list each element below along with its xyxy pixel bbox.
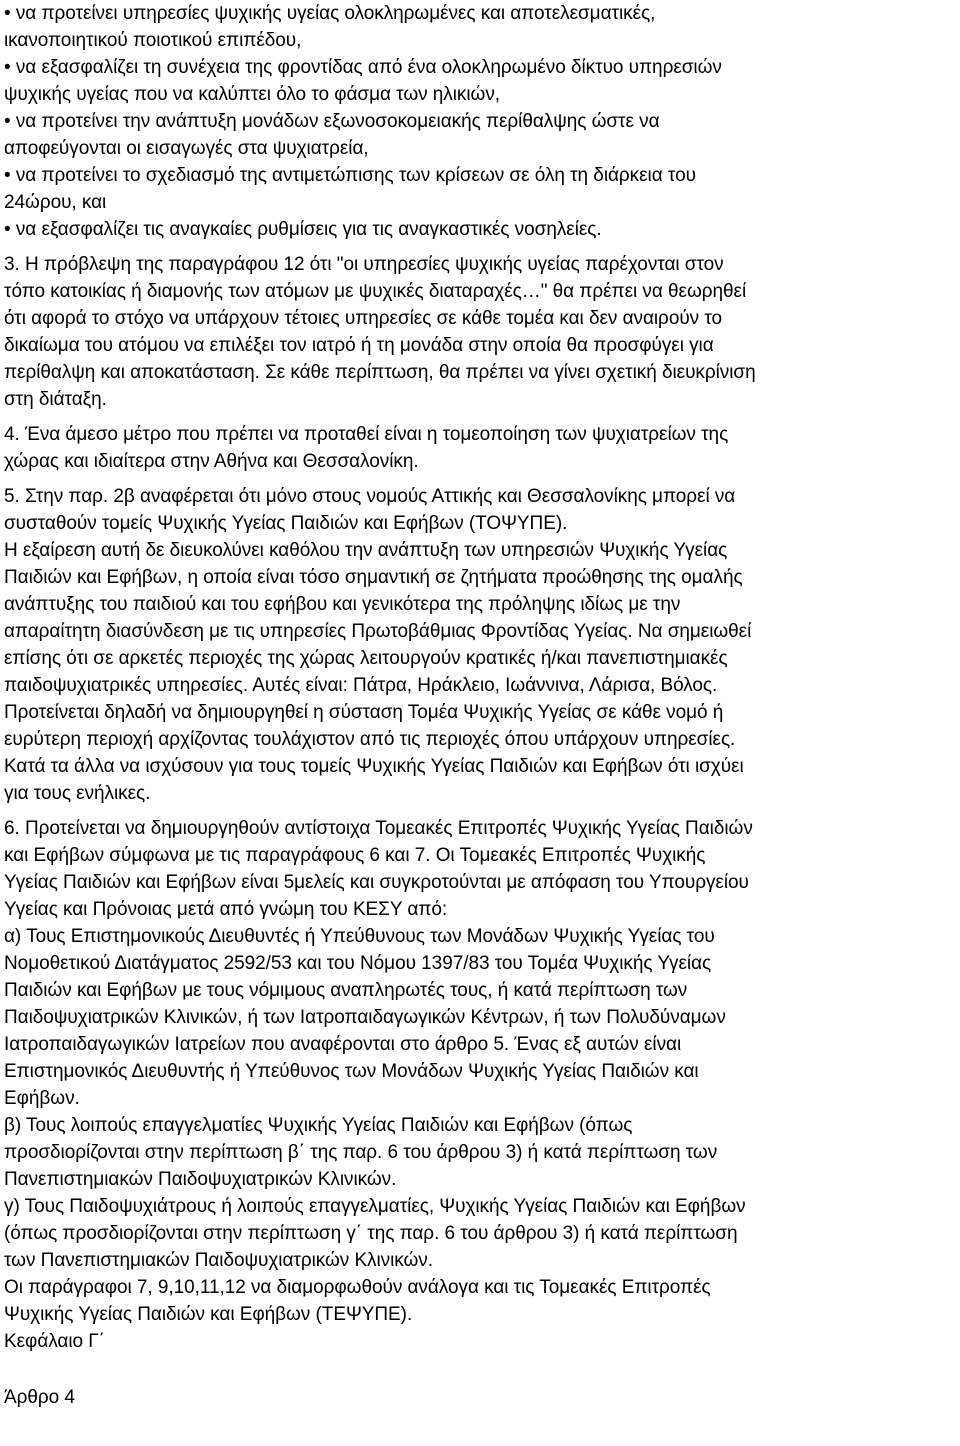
text-line: παιδοψυχιατρικές υπηρεσίες. Αυτές είναι: Πάτρα, Ηράκλειο, Ιωάννινα, Λάρισα, Βόλος. — [4, 675, 718, 696]
text-line: δικαίωμα του ατόμου να επιλέξει τον ιατρό ή τη μονάδα στην οποία θα προσφύγει για — [4, 335, 714, 356]
paragraph-5 — [4, 483, 956, 807]
text-line: Πανεπιστημιακών Παιδοψυχιατρικών Κλινικών. — [4, 1169, 397, 1190]
text-line: και Εφήβων σύμφωνα με τις παραγράφους 6 και 7. Οι Τομεακές Επιτροπές Ψυχικής — [4, 845, 706, 866]
text-line: Υγείας Παιδιών και Εφήβων είναι 5μελείς και συγκροτούνται με απόφαση του Υπουργείου — [4, 872, 749, 893]
text-line: αποφεύγονται οι εισαγωγές στα ψυχιατρεία, — [4, 138, 369, 159]
text-line: Οι παράγραφοι 7, 9,10,11,12 να διαμορφωθούν ανάλογα και τις Τομεακές Επιτροπές — [4, 1277, 711, 1298]
text-line: Η εξαίρεση αυτή δε διευκολύνει καθόλου την ανάπτυξη των υπηρεσιών Ψυχικής Υγείας — [4, 540, 728, 561]
text-line: Παιδοψυχιατρικών Κλινικών, ή των Ιατροπαιδαγωγικών Κέντρων, ή των Πολυδύναμων — [4, 1007, 726, 1028]
text-line: γ) Τους Παιδοψυχιάτρους ή λοιπούς επαγγελματίες, Ψυχικής Υγείας Παιδιών και Εφήβων — [4, 1196, 746, 1217]
bullet-item — [4, 108, 956, 162]
text-line: των Πανεπιστημιακών Παιδοψυχιατρικών Κλινικών. — [4, 1250, 433, 1271]
text-line: Κατά τα άλλα να ισχύσουν για τους τομείς Ψυχικής Υγείας Παιδιών και Εφήβων ότι ισχύει — [4, 756, 744, 777]
paragraph-4 — [4, 421, 956, 475]
text-line: • να εξασφαλίζει τη συνέχεια της φροντίδας από ένα ολοκληρωμένο δίκτυο υπηρεσιών — [4, 57, 722, 78]
paragraph-gap — [4, 807, 956, 815]
bullet-item — [4, 54, 956, 108]
bullet-item — [4, 216, 956, 243]
text-line: Ψυχικής Υγείας Παιδιών και Εφήβων (ΤΕΨΥΠΕ). — [4, 1304, 413, 1325]
text-line: (όπως προσδιορίζονται στην περίπτωση γ΄ της παρ. 6 του άρθρου 3) ή κατά περίπτωση — [4, 1223, 738, 1244]
text-line: 6. Προτείνεται να δημιουργηθούν αντίστοιχα Τομεακές Επιτροπές Ψυχικής Υγείας Παιδιών — [4, 818, 753, 839]
paragraph-6 — [4, 815, 956, 1328]
text-line: Προτείνεται δηλαδή να δημιουργηθεί η σύσταση Τομέα Ψυχικής Υγείας σε κάθε νομό ή — [4, 702, 724, 723]
bullet-list — [4, 0, 956, 243]
text-line: απαραίτητη διασύνδεση με τις υπηρεσίες Πρωτοβάθμιας Φροντίδας Υγείας. Να σημειωθεί — [4, 621, 752, 642]
chapter-heading: Κεφάλαιο Γ΄ — [4, 1331, 105, 1352]
text-line: στη διάταξη. — [4, 389, 107, 410]
text-line: α) Τους Επιστημονικούς Διευθυντές ή Υπεύθυνους των Μονάδων Ψυχικής Υγείας του — [4, 926, 715, 947]
paragraph-gap — [4, 475, 956, 483]
text-line: ευρύτερη περιοχή αρχίζοντας τουλάχιστον από τις περιοχές όπου υπάρχουν υπηρεσίες. — [4, 729, 736, 750]
text-line: Εφήβων. — [4, 1088, 80, 1109]
text-line: συσταθούν τομείς Ψυχικής Υγείας Παιδιών και Εφήβων (ΤΟΨΥΠΕ). — [4, 513, 568, 534]
document-page — [4, 0, 956, 1411]
paragraph-gap — [4, 243, 956, 251]
text-line: • να προτείνει την ανάπτυξη μονάδων εξωνοσοκομειακής περίθαλψης ώστε να — [4, 111, 660, 132]
text-line: ψυχικής υγείας που να καλύπτει όλο το φάσμα των ηλικιών, — [4, 84, 501, 105]
bullet-item — [4, 0, 956, 54]
text-line: Επιστημονικός Διευθυντής ή Υπεύθυνος των Μονάδων Ψυχικής Υγείας Παιδιών και — [4, 1061, 699, 1082]
text-line: ανάπτυξης του παιδιού και του εφήβου και γενικότερα της πρόληψης ιδίως με την — [4, 594, 681, 615]
text-line: για τους ενήλικες. — [4, 783, 151, 804]
paragraph-3 — [4, 251, 956, 413]
text-line: προσδιορίζονται στην περίπτωση β΄ της παρ. 6 του άρθρου 3) ή κατά περίπτωση των — [4, 1142, 718, 1163]
article-heading: Άρθρο 4 — [4, 1387, 75, 1408]
text-line: 4. Ένα άμεσο μέτρο που πρέπει να προταθεί είναι η τομεοποίηση των ψυχιατρείων της — [4, 424, 729, 445]
text-line: τόπο κατοικίας ή διαμονής των ατόμων με ψυχικές διαταραχές…" θα πρέπει να θεωρηθεί — [4, 281, 747, 302]
text-line: ικανοποιητικού ποιοτικού επιπέδου, — [4, 30, 302, 51]
bullet-item — [4, 162, 956, 216]
paragraph-gap — [4, 413, 956, 421]
text-line: 24ώρου, και — [4, 192, 107, 213]
text-line: 3. Η πρόβλεψη της παραγράφου 12 ότι "οι υπηρεσίες ψυχικής υγείας παρέχονται στον — [4, 254, 724, 275]
text-line: περίθαλψη και αποκατάσταση. Σε κάθε περίπτωση, θα πρέπει να γίνει σχετική διευκρίνιση — [4, 362, 756, 383]
text-line: 5. Στην παρ. 2β αναφέρεται ότι μόνο στους νομούς Αττικής και Θεσσαλονίκης μπορεί να — [4, 486, 736, 507]
text-line: Ιατροπαιδαγωγικών Ιατρείων που αναφέρονται στο άρθρο 5. Ένας εξ αυτών είναι — [4, 1034, 682, 1055]
text-line: Παιδιών και Εφήβων, η οποία είναι τόσο σημαντική σε ζητήματα προώθησης της ομαλής — [4, 567, 743, 588]
text-line: • να προτείνει υπηρεσίες ψυχικής υγείας ολοκληρωμένες και αποτελεσματικές, — [4, 3, 656, 24]
text-line: β) Τους λοιπούς επαγγελματίες Ψυχικής Υγείας Παιδιών και Εφήβων (όπως — [4, 1115, 633, 1136]
paragraph-gap — [4, 1355, 956, 1384]
text-line: • να προτείνει το σχεδιασμό της αντιμετώπισης των κρίσεων σε όλη τη διάρκεια του — [4, 165, 696, 186]
text-line: ότι αφορά το στόχο να υπάρχουν τέτοιες υπηρεσίες σε κάθε τομέα και δεν αναιρούν το — [4, 308, 723, 329]
text-line: επίσης ότι σε αρκετές περιοχές της χώρας λειτουργούν κρατικές ή/και πανεπιστημιακές — [4, 648, 728, 669]
text-line: Νομοθετικού Διατάγματος 2592/53 και του Νόμου 1397/83 του Τομέα Ψυχικής Υγείας — [4, 953, 712, 974]
text-line: Παιδιών και Εφήβων με τους νόμιμους αναπληρωτές τους, ή κατά περίπτωση των — [4, 980, 688, 1001]
text-line: Υγείας και Πρόνοιας μετά από γνώμη του ΚΕΣΥ από: — [4, 899, 448, 920]
text-line: χώρας και ιδιαίτερα στην Αθήνα και Θεσσαλονίκη. — [4, 451, 419, 472]
text-line: • να εξασφαλίζει τις αναγκαίες ρυθμίσεις για τις αναγκαστικές νοσηλείες. — [4, 219, 602, 240]
